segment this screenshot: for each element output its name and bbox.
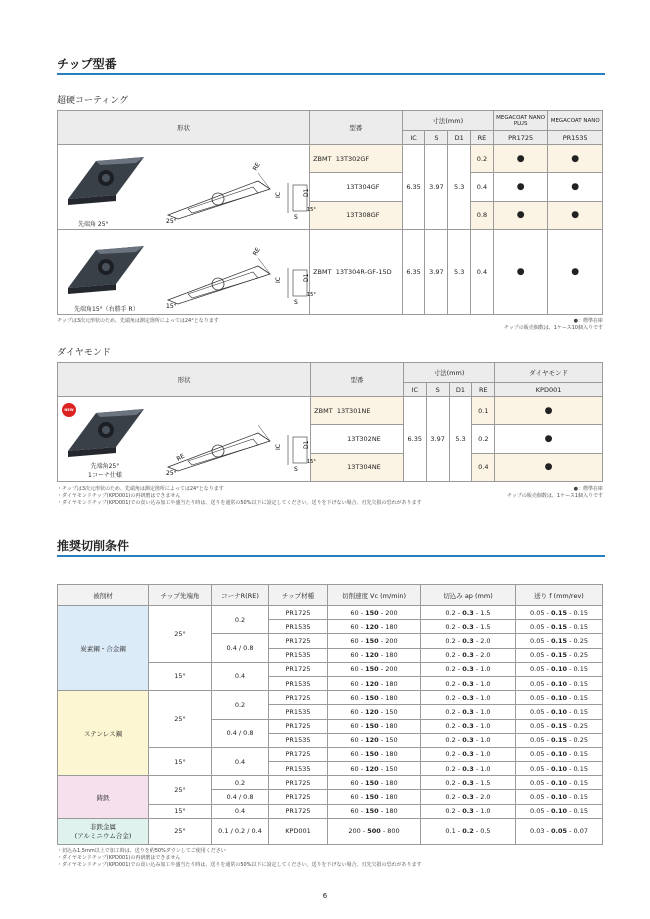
feed: 0.05 - 0.10 - 0.15 [516, 804, 603, 818]
stock-mark: ● [548, 230, 603, 315]
sub-title-carbide: 超硬コーティング [57, 96, 129, 106]
ap: 0.2 - 0.3 - 1.0 [421, 719, 516, 733]
vc: 60 - 120 - 180 [328, 676, 421, 690]
grade: PR1535 [269, 620, 328, 634]
corner-r: 0.4 / 0.8 [212, 790, 269, 804]
vc: 60 - 150 - 180 [328, 747, 421, 761]
feed: 0.05 - 0.10 - 0.15 [516, 676, 603, 690]
ap: 0.2 - 0.3 - 1.0 [421, 662, 516, 676]
material-non-ferrous: 非鉄金属 (アルミニウム合金) [58, 818, 149, 844]
section-title-chip-model: チップ型番 [57, 57, 117, 71]
material-stainless: ステンレス鋼 [58, 691, 149, 776]
vc: 200 - 500 - 800 [328, 818, 421, 844]
feed: 0.05 - 0.15 - 0.25 [516, 648, 603, 662]
insert-photo-15 [66, 244, 146, 294]
svg-text:S: S [294, 214, 298, 221]
vc: 60 - 120 - 180 [328, 620, 421, 634]
header-ic: IC [403, 383, 426, 397]
ic-value: 6.35 [402, 145, 425, 230]
header-grade: KPD001 [495, 383, 603, 397]
insert-photo-25 [66, 155, 146, 205]
tip-angle: 15° [149, 747, 212, 775]
shape-cell-15 [58, 230, 316, 315]
ic-value: 6.35 [402, 230, 425, 315]
svg-text:RE: RE [251, 161, 262, 172]
svg-text:RE: RE [251, 246, 262, 257]
header-ic: IC [402, 131, 425, 145]
vc: 60 - 120 - 150 [328, 733, 421, 747]
header-shape: 形状 [58, 363, 311, 397]
insert-photo-diamond [66, 407, 146, 457]
ap: 0.2 - 0.3 - 2.0 [421, 648, 516, 662]
insert-diagram-15 [158, 238, 316, 310]
feed: 0.05 - 0.10 - 0.15 [516, 691, 603, 705]
corner-r: 0.4 [212, 662, 269, 690]
section-divider [57, 73, 605, 75]
vc: 60 - 150 - 180 [328, 776, 421, 790]
feed: 0.05 - 0.10 - 0.15 [516, 776, 603, 790]
model-cell: 13T304GF [310, 173, 403, 201]
header-grade2: PR1535 [548, 131, 603, 145]
grade: PR1725 [269, 719, 328, 733]
svg-text:IC: IC [275, 192, 282, 198]
feed: 0.05 - 0.10 - 0.15 [516, 662, 603, 676]
ap: 0.2 - 0.3 - 1.0 [421, 804, 516, 818]
vc: 60 - 120 - 180 [328, 648, 421, 662]
section-title-cutting-conditions: 推奨切削条件 [57, 539, 130, 553]
tip-angle: 25° [149, 776, 212, 804]
insert-diagram-25 [158, 153, 316, 225]
svg-text:S: S [294, 466, 298, 473]
header-model: 型番 [311, 363, 404, 397]
material-cast-iron: 鋳鉄 [58, 776, 149, 819]
svg-text:15°: 15° [166, 303, 177, 310]
grade: PR1725 [269, 691, 328, 705]
corner-r: 0.2 [212, 776, 269, 790]
grade: PR1725 [269, 804, 328, 818]
feed: 0.05 - 0.15 - 0.15 [516, 620, 603, 634]
grade: KPD001 [269, 818, 328, 844]
stock-mark: ● [548, 173, 603, 201]
feed: 0.05 - 0.15 - 0.15 [516, 606, 603, 620]
stock-mark: ● [548, 201, 603, 229]
stock-mark: ● [495, 425, 603, 453]
caption-25: 先端角 25° [78, 221, 109, 228]
model-cell: 13T304NE [311, 453, 404, 481]
page-number: 6 [322, 892, 328, 900]
material-carbon-steel: 炭素鋼・合金鋼 [58, 606, 149, 691]
stock-mark: ● [495, 453, 603, 481]
feed: 0.05 - 0.10 - 0.15 [516, 790, 603, 804]
svg-text:D1: D1 [303, 440, 310, 449]
d1-value: 5.3 [449, 397, 472, 482]
header-s: S [425, 131, 448, 145]
cutting-conditions-table [57, 584, 603, 845]
header-model: 型番 [310, 111, 403, 145]
feed: 0.05 - 0.10 - 0.15 [516, 747, 603, 761]
ap: 0.2 - 0.3 - 2.0 [421, 634, 516, 648]
header-vc: 切削速度 Vc (m/min) [328, 585, 421, 606]
insert-diagram-diamond [158, 405, 316, 477]
ap: 0.2 - 0.3 - 1.0 [421, 705, 516, 719]
svg-text:D1: D1 [303, 273, 310, 282]
caption-15: 先端角15°（右勝手 R） [74, 306, 139, 313]
diamond-table [57, 362, 603, 482]
svg-text:25°: 25° [166, 218, 177, 225]
grade: PR1725 [269, 776, 328, 790]
re-value: 0.4 [471, 230, 494, 315]
header-corner-r: コーナR(RE) [212, 585, 269, 606]
header-grade1: PR1725 [493, 131, 548, 145]
header-tip-angle: チップ先端角 [149, 585, 212, 606]
stock-mark: ● [493, 201, 548, 229]
feed: 0.05 - 0.15 - 0.25 [516, 719, 603, 733]
s-value: 3.97 [425, 145, 448, 230]
corner-r: 0.1 / 0.2 / 0.4 [212, 818, 269, 844]
grade: PR1535 [269, 676, 328, 690]
new-badge: NEW [62, 403, 76, 417]
header-ap: 切込み ap (mm) [421, 585, 516, 606]
corner-r: 0.4 / 0.8 [212, 634, 269, 662]
stock-mark: ● [493, 145, 548, 173]
carbide-table [57, 110, 603, 315]
section-divider [57, 555, 605, 557]
ap: 0.2 - 0.3 - 1.5 [421, 776, 516, 790]
svg-text:IC: IC [275, 444, 282, 450]
grade: PR1725 [269, 790, 328, 804]
ap: 0.2 - 0.3 - 1.0 [421, 691, 516, 705]
header-re: RE [472, 383, 495, 397]
notes-cutting: ・切込み1.5mm以上で加工時は、送りを約50%ダウンしてご使用ください ・ダイヤモンドチップ(KPD001)の再研磨はできません ・ダイヤモンドチップ(KPD001)での食い込み加工や盛当たり時は、送りを通常の50%以下に設定してください。送りを下げない場合、刃先欠損の恐れがあります [57, 848, 422, 868]
corner-r: 0.4 [212, 747, 269, 775]
vc: 60 - 120 - 150 [328, 762, 421, 776]
header-grade2-top: MEGACOAT NANO [548, 111, 603, 131]
svg-text:15°: 15° [307, 207, 316, 213]
grade: PR1535 [269, 648, 328, 662]
grade: PR1535 [269, 762, 328, 776]
sub-title-diamond: ダイヤモンド [57, 348, 111, 358]
s-value: 3.97 [425, 230, 448, 315]
header-f: 送り f (mm/rev) [516, 585, 603, 606]
header-s: S [426, 383, 449, 397]
re-value: 0.4 [472, 453, 495, 481]
model-cell: 13T308GF [310, 201, 403, 229]
s-value: 3.97 [426, 397, 449, 482]
svg-text:RE: RE [175, 452, 186, 463]
header-d1: D1 [449, 383, 472, 397]
header-grade: チップ材種 [269, 585, 328, 606]
re-value: 0.1 [472, 397, 495, 425]
grade: PR1535 [269, 705, 328, 719]
header-dims: 寸法(mm) [403, 363, 494, 383]
ap: 0.1 - 0.2 - 0.5 [421, 818, 516, 844]
feed: 0.05 - 0.15 - 0.25 [516, 634, 603, 648]
corner-r: 0.4 / 0.8 [212, 719, 269, 747]
notes-diamond: ・チップは3次元形状のため、先端角は測定箇所によっては24°となります ・ダイヤモンドチップ(KPD001)の再研磨はできません ・ダイヤモンドチップ(KPD001)での食い込み加工や盛当たり時は、送りを通常の50%以下に設定してください。送りを下げない場合、刃先欠損の恐れがあります [57, 486, 422, 506]
svg-text:S: S [294, 299, 298, 306]
vc: 60 - 150 - 180 [328, 691, 421, 705]
ap: 0.2 - 0.3 - 1.0 [421, 747, 516, 761]
note-stock-legend: ●：標準在庫 チップの販売個数は、1ケース10個入りです [503, 318, 603, 331]
vc: 60 - 150 - 180 [328, 790, 421, 804]
grade: PR1725 [269, 662, 328, 676]
vc: 60 - 150 - 200 [328, 606, 421, 620]
re-value: 0.4 [471, 173, 494, 201]
tip-angle: 25° [149, 606, 212, 663]
ap: 0.2 - 0.3 - 1.5 [421, 606, 516, 620]
ap: 0.2 - 0.3 - 1.0 [421, 733, 516, 747]
svg-text:15°: 15° [307, 459, 316, 465]
shape-cell-25 [58, 145, 316, 230]
ap: 0.2 - 0.3 - 2.0 [421, 790, 516, 804]
feed: 0.05 - 0.10 - 0.15 [516, 762, 603, 776]
tip-angle: 15° [149, 804, 212, 818]
grade: PR1725 [269, 747, 328, 761]
ap: 0.2 - 0.3 - 1.5 [421, 620, 516, 634]
note-stock-legend-diamond: ●：標準在庫 チップの販売個数は、1ケース1個入りです [507, 486, 603, 499]
stock-mark: ● [493, 173, 548, 201]
ap: 0.2 - 0.3 - 1.0 [421, 676, 516, 690]
corner-r: 0.2 [212, 691, 269, 719]
corner-r: 0.4 [212, 804, 269, 818]
corner-r: 0.2 [212, 606, 269, 634]
shape-cell-diamond [58, 397, 316, 482]
grade: PR1725 [269, 606, 328, 620]
re-value: 0.2 [471, 145, 494, 173]
feed: 0.03 - 0.05 - 0.07 [516, 818, 603, 844]
tip-angle: 25° [149, 691, 212, 748]
tip-angle: 15° [149, 662, 212, 690]
header-d1: D1 [448, 131, 471, 145]
re-value: 0.2 [472, 425, 495, 453]
header-material: 被削材 [58, 585, 149, 606]
header-dims: 寸法(mm) [402, 111, 493, 131]
model-cell: ZBMT 13T304R-GF-15D [310, 230, 403, 315]
vc: 60 - 150 - 180 [328, 719, 421, 733]
header-grade-top: ダイヤモンド [495, 363, 603, 383]
re-value: 0.8 [471, 201, 494, 229]
feed: 0.05 - 0.10 - 0.15 [516, 705, 603, 719]
stock-mark: ● [495, 397, 603, 425]
note-carbide: チップは3次元形状のため、先端角は測定箇所によっては24°となります [57, 318, 219, 324]
vc: 60 - 150 - 180 [328, 804, 421, 818]
vc: 60 - 150 - 200 [328, 634, 421, 648]
ap: 0.2 - 0.3 - 1.0 [421, 762, 516, 776]
tip-angle: 25° [149, 818, 212, 844]
grade: PR1725 [269, 634, 328, 648]
caption-diamond: 先端角25° 1コーナ仕様 [88, 463, 122, 479]
ic-value: 6.35 [403, 397, 426, 482]
stock-mark: ● [493, 230, 548, 315]
d1-value: 5.3 [448, 145, 471, 230]
vc: 60 - 120 - 150 [328, 705, 421, 719]
header-re: RE [471, 131, 494, 145]
svg-text:IC: IC [275, 277, 282, 283]
d1-value: 5.3 [448, 230, 471, 315]
model-cell: ZBMT 13T302GF [310, 145, 403, 173]
model-cell: ZBMT 13T301NE [311, 397, 404, 425]
header-shape: 形状 [58, 111, 310, 145]
svg-text:15°: 15° [307, 292, 316, 298]
feed: 0.05 - 0.15 - 0.25 [516, 733, 603, 747]
grade: PR1535 [269, 733, 328, 747]
model-cell: 13T302NE [311, 425, 404, 453]
svg-text:25°: 25° [166, 470, 177, 477]
stock-mark: ● [548, 145, 603, 173]
vc: 60 - 150 - 200 [328, 662, 421, 676]
header-grade1-top: MEGACOAT NANO PLUS [493, 111, 548, 131]
svg-text:D1: D1 [303, 188, 310, 197]
